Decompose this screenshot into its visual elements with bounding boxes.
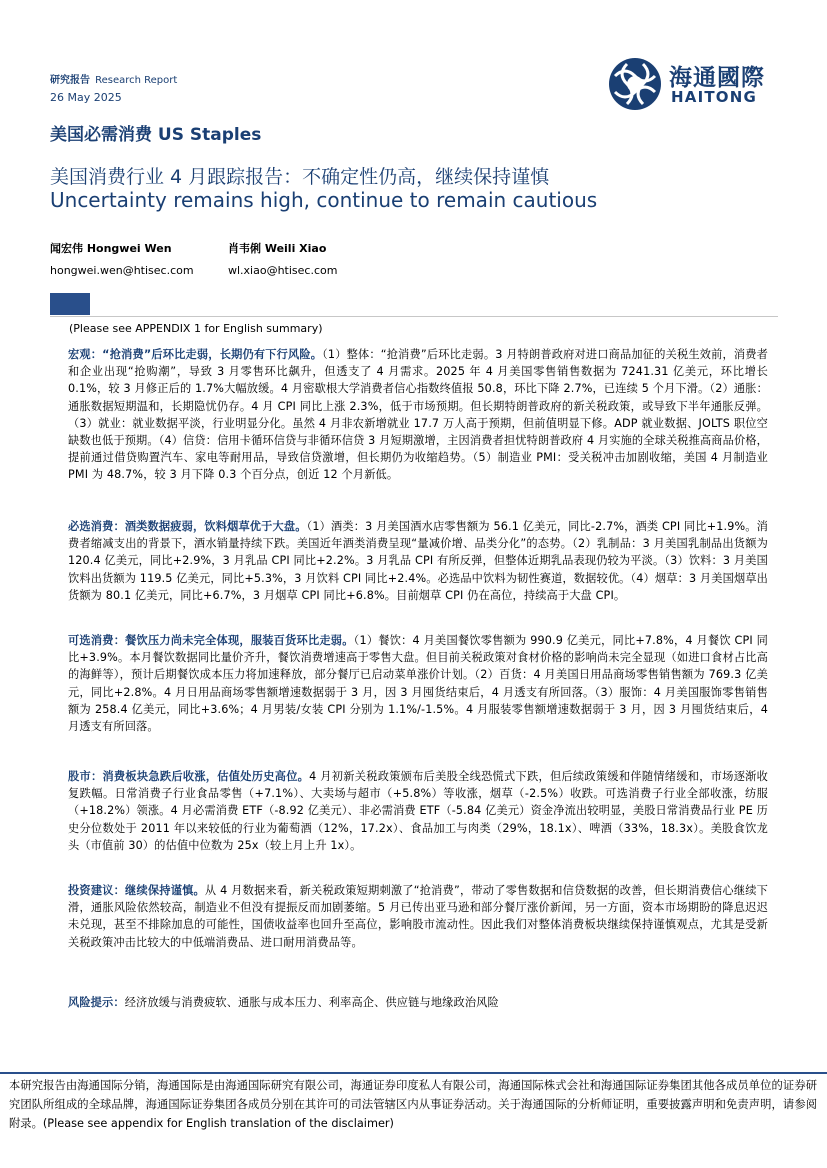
report-title-cn: 美国消费行业 4 月跟踪报告：不确定性仍高，继续保持谨慎 bbox=[50, 166, 550, 188]
sector-title: 美国必需消费 US Staples bbox=[50, 125, 262, 145]
footer-disclaimer: 本研究报告由海通国际分销，海通国际是由海通国际研究有限公司，海通证券印度私人有限公司，海通国际株式会社和海通国际证券集团其他各成员单位的证券研究团队所组成的全球品牌，海通国际证券集团各成员分别在其许可的司法管辖区内从事证券活动。关于海通国际的分析师证明，重要披露声明和免责声明，请参阅附录。(Please see appendix for English translation of the disclaimer) bbox=[9, 1079, 817, 1130]
section-lead: 投资建议：继续保持谨慎。 bbox=[68, 884, 205, 897]
section-risk bbox=[68, 994, 768, 1011]
appendix-note: (Please see APPENDIX 1 for English summary) bbox=[69, 322, 323, 335]
section-investment-advice bbox=[68, 882, 768, 951]
section-macro bbox=[68, 346, 768, 484]
section-staples bbox=[68, 518, 768, 604]
logo-text-cn: 海通國際 bbox=[669, 65, 765, 91]
section-lead: 必选消费：酒类数据疲弱，饮料烟草优于大盘。 bbox=[68, 520, 307, 533]
haitong-logo-icon bbox=[607, 56, 663, 112]
section-body: 经济放缓与消费疲软、通胀与成本压力、利率高企、供应链与地缘政治风险 bbox=[124, 996, 499, 1009]
report-date: 26 May 2025 bbox=[50, 91, 122, 104]
section-body: （1）酒类：3 月美国酒水店零售额为 56.1 亿美元，同比-2.7%，酒类 CPI 同比+1.9%。消费者缩减支出的背景下，酒水销量持续下跌。美国近年酒类消费呈现“量减价增、品类分化”的态势。（2）乳制品：3 月美国乳制品出货额为 120.4 亿美元，同比+2.9%，3 月乳品 CPI 同比+2.2%。3 月乳品 CPI 有所反弹，但整体近期乳品表现仍较为平淡。（3）饮料：3 月美国饮料出货额为 119.5 亿美元，同比+5.3%，3 月饮料 CPI 同比+2.4%。必选品中饮料为韧性赛道，数据较优。（4）烟草：3 月美国烟草出货额为 80.1 亿美元，同比+6.7%，3 月烟草 CPI 同比+6.8%。目前烟草 CPI 仍在高位，持续高于大盘 CPI。 bbox=[68, 520, 768, 602]
section-body: （1）餐饮：4 月美国餐饮零售额为 990.9 亿美元，同比+7.8%，4 月餐饮 CPI 同比+3.9%。本月餐饮数据同比量价齐升，餐饮消费增速高于零售大盘。但目前关税政策对食材价格的影响尚未完全显现（如进口食材占比高的海鲜等），预计后期餐饮成本压力将加速释放，部分餐厅已启动菜单涨价计划。（2）百货：4 月美国日用品商场零售销售额为 769.3 亿美元，同比+2.8%。4 月日用品商场零售额增速数据弱于 3 月，因 3 月囤货结束后，4 月透支有所回落。（3）服饰：4 月美国服饰零售销售额为 258.4 亿美元，同比+3.6%；4 月男装/女装 CPI 分别为 1.1%/-1.5%。4 月服装零售额增速数据弱于 3 月，因 3 月囤货结束后，4 月透支有所回落。 bbox=[68, 634, 768, 734]
report-title-en: Uncertainty remains high, continue to remain cautious bbox=[50, 188, 598, 212]
section-lead: 可选消费：餐饮压力尚未完全体现，服装百货环比走弱。 bbox=[68, 634, 354, 647]
section-stock-market bbox=[68, 768, 768, 854]
report-type bbox=[50, 68, 177, 87]
footer-divider bbox=[0, 1072, 827, 1074]
author-email[interactable]: hongwei.wen@htisec.com bbox=[50, 264, 194, 277]
author-email[interactable]: wl.xiao@htisec.com bbox=[228, 264, 338, 277]
author-name: 肖韦俐 Weili Xiao bbox=[228, 242, 327, 255]
section-body: （1）整体：“抢消费”后环比走弱。3 月特朗普政府对进口商品加征的关税生效前，消费者和企业出现“抢购潮”，导致 3 月零售环比飙升，但透支了 4 月需求。2025 年 4 月美国零售销售数据为 7241.31 亿美元，环比增长 0.1%，较 3 月修正后的 1.7%大幅放缓。4 月密歇根大学消费者信心指数终值报 50.8，环比下降 2.7%，已连续 5 个月下滑。（2）通胀：通胀数据短期温和，长期隐忧仍存。4 月 CPI 同比上涨 2.3%，低于市场预期。但长期特朗普政府的新关税政策，或导致下半年通胀反弹。（3）就业：就业数据平淡，行业明显分化。虽然 4 月非农新增就业 17.7 万人高于预期，但前值明显下修。ADP 就业数据、JOLTS 职位空缺数也低于预期。（4）信贷：信用卡循环信贷与非循环信贷 3 月短期激增，主因消费者担忧特朗普政府 4 月实施的全球关税推高商品价格，提前通过借贷购置汽车、家电等耐用品，导致信贷激增，但长期仍为收缩趋势。（5）制造业 PMI：受关税冲击加剧收缩，美国 4 月制造业 PMI 为 48.7%，较 3 月下降 0.3 个百分点，创近 12 个月新低。 bbox=[68, 348, 768, 482]
report-type-en: Research Report bbox=[95, 75, 178, 86]
logo-text-en: HAITONG bbox=[671, 88, 757, 106]
section-lead: 宏观：“抢消费”后环比走弱，长期仍有下行风险。 bbox=[68, 348, 323, 361]
section-lead: 股市：消费板块急跌后收涨，估值处历史高位。 bbox=[68, 770, 310, 783]
author-name: 闻宏伟 Hongwei Wen bbox=[50, 242, 172, 255]
section-body: 从 4 月数据来看，新关税政策短期刺激了“抢消费”，带动了零售数据和信贷数据的改善，但长期消费信心继续下滑，通胀风险依然较高，制造业不但没有提振反而加剧萎缩。5 月已传出亚马逊和部分餐厅涨价新闻，另一方面，资本市场期盼的降息迟迟未兑现，甚至不排除加息的可能性，国债收益率也回升至高位，影响股市流动性。因此我们对整体消费板块继续保持谨慎观点，尤其是受新关税政策冲击比较大的中低端消费品、进口耐用消费品等。 bbox=[68, 884, 768, 949]
divider bbox=[50, 316, 778, 317]
section-discretionary bbox=[68, 632, 768, 735]
section-marker bbox=[50, 293, 90, 315]
section-lead: 风险提示： bbox=[68, 996, 125, 1009]
report-type-cn: 研究报告 bbox=[50, 75, 90, 86]
section-body: 4 月初新关税政策颁布后美股全线恐慌式下跌，但后续政策缓和伴随情绪缓和，市场逐渐收复跌幅。日常消费子行业食品零售（+7.1%）、大卖场与超市（+5.8%）等收涨，烟草（-2.5%）收跌。可选消费子行业全部收涨，纺服（+18.2%）领涨。4 月必需消费 ETF（-8.92 亿美元）、非必需消费 ETF（-5.84 亿美元）资金净流出较明显，美股日常消费品行业 PE 历史分位数处于 2011 年以来较低的行业为葡萄酒（12%，17.2x）、食品加工与肉类（29%，18.1x）、啤酒（33%，18.3x）。美股食饮龙头（市值前 30）的估值中位数为 25x（较上月上升 1x）。 bbox=[68, 770, 769, 852]
